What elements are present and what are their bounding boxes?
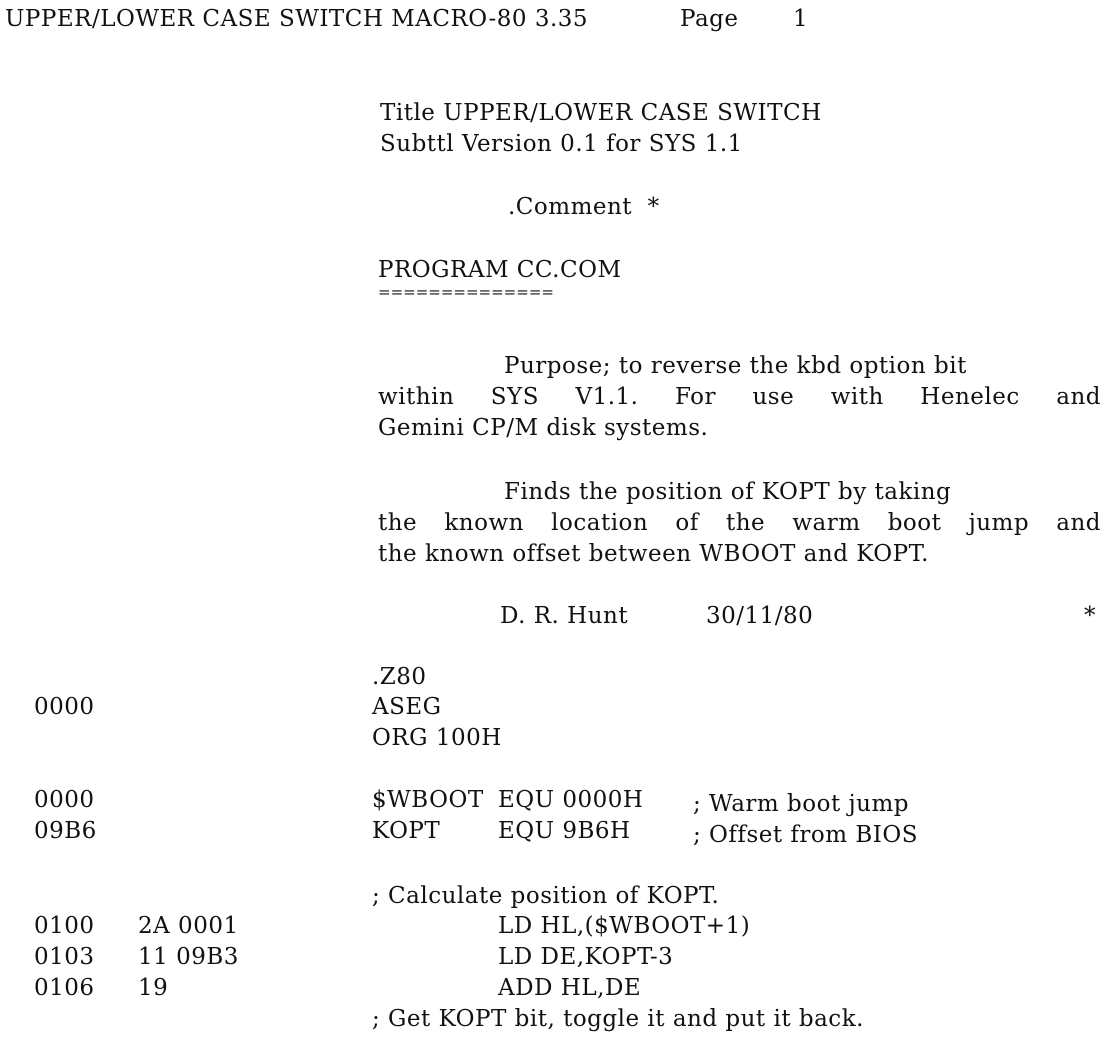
listing-comment: ; Warm boot jump: [693, 791, 909, 817]
program-name: PROGRAM CC.COM: [378, 257, 622, 283]
page-number: 1: [793, 6, 809, 32]
listing-label: ORG 100H: [372, 725, 502, 751]
finds-line-3: the known offset between WBOOT and KOPT.: [378, 541, 929, 567]
listing-op: EQU 0000H: [498, 787, 644, 813]
finds-line-2: the known location of the warm boot jump and: [378, 510, 1101, 536]
listing-addr: 0103: [34, 944, 95, 970]
listing-header-title: UPPER/LOWER CASE SWITCH MACRO-80 3.35: [5, 6, 589, 32]
listing-addr: 0106: [34, 975, 95, 1001]
purpose-lead: Purpose;: [504, 353, 612, 379]
purpose-rest: to reverse the kbd option bit: [618, 353, 967, 379]
author: D. R. Hunt: [500, 603, 629, 629]
listing-code: 19: [138, 975, 169, 1001]
listing-addr: 0100: [34, 913, 95, 939]
finds-lead: Finds: [504, 479, 572, 505]
listing-addr: 0000: [34, 787, 95, 813]
listing-code: 11 09B3: [138, 944, 239, 970]
listing-op: EQU 9B6H: [498, 818, 631, 844]
listing-label: ASEG: [372, 694, 442, 720]
listing-op: LD HL,($WBOOT+1): [498, 913, 751, 939]
purpose-line-1: [504, 355, 967, 378]
listing-label: KOPT: [372, 818, 441, 844]
listing-op: LD DE,KOPT-3: [498, 944, 674, 970]
comment-end-star: *: [1084, 603, 1096, 629]
listing-addr: 09B6: [34, 818, 97, 844]
listing-row-z80: .Z80: [372, 664, 427, 690]
listing-addr: 0000: [34, 694, 95, 720]
date: 30/11/80: [706, 603, 814, 629]
page-label: Page: [680, 6, 739, 32]
purpose-line-3: Gemini CP/M disk systems.: [378, 415, 709, 441]
listing-op: ADD HL,DE: [498, 975, 642, 1001]
title-directive: Title UPPER/LOWER CASE SWITCH: [380, 100, 822, 126]
program-underline: ==============: [378, 283, 554, 301]
listing-comment-line: ; Get KOPT bit, toggle it and put it back.: [372, 1006, 864, 1032]
finds-rest: the position of KOPT by taking: [578, 479, 952, 505]
listing-comment-line: ; Calculate position of KOPT.: [372, 883, 720, 909]
listing-label: $WBOOT: [372, 787, 484, 813]
listing-code: 2A 0001: [138, 913, 239, 939]
comment-directive: .Comment *: [508, 194, 660, 220]
subttl-directive: Subttl Version 0.1 for SYS 1.1: [380, 131, 743, 157]
finds-line-1: [504, 481, 951, 504]
listing-comment: ; Offset from BIOS: [693, 822, 918, 848]
purpose-line-2: within SYS V1.1. For use with Henelec and: [378, 384, 1101, 410]
